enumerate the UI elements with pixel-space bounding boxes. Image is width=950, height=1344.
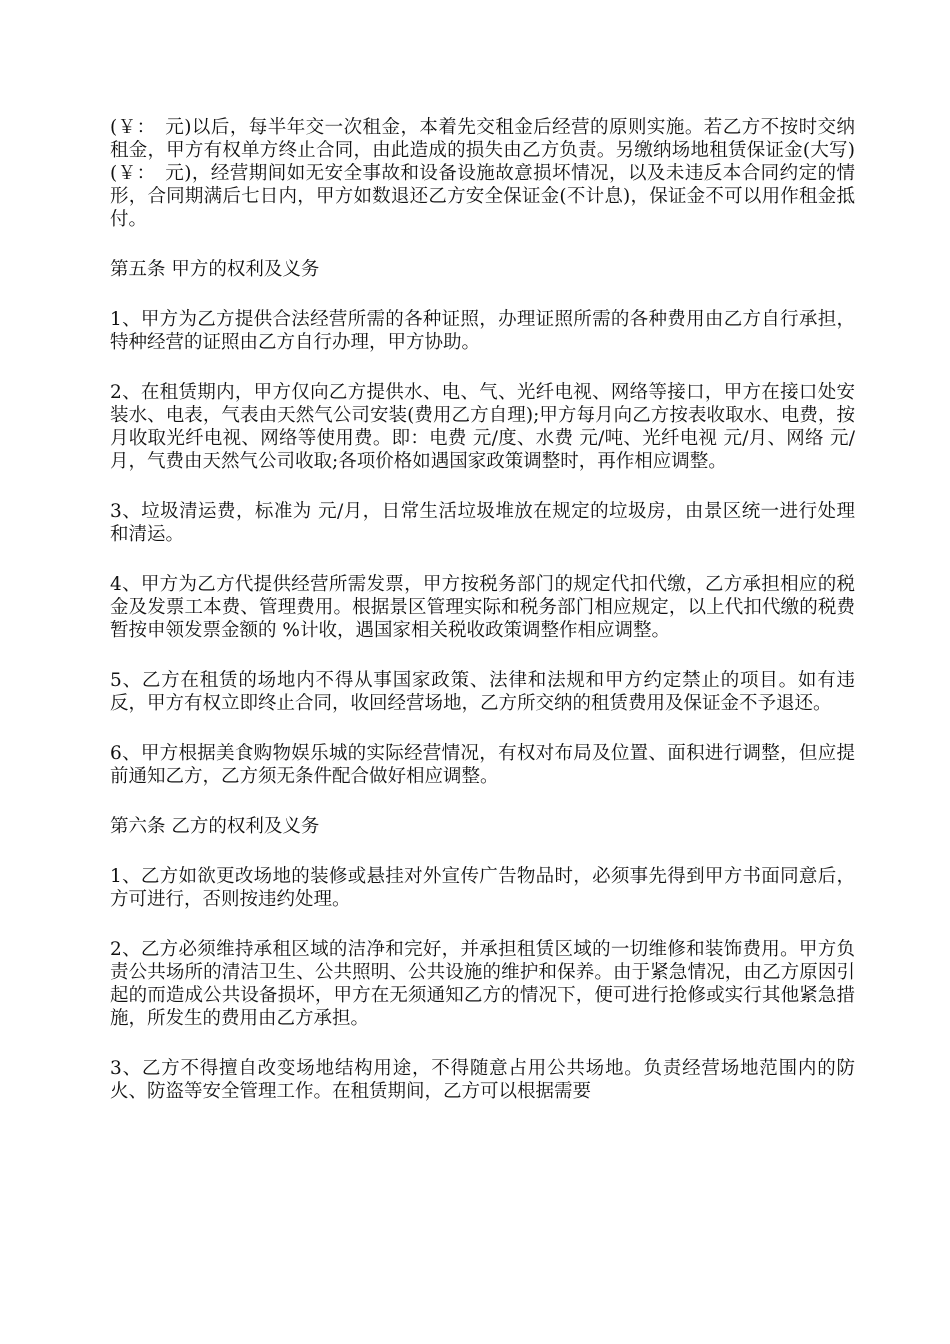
paragraph-rent-deposit: (￥： 元)以后，每半年交一次租金，本着先交租金后经营的原则实施。若乙方不按时交纳租金，甲方有权单方终止合同，由此造成的损失由乙方负责。另缴纳场地租赁保证金(大写)(￥： 元)，经营期间如无安全事故和设备设施故意损坏情况，以及未违反本合同约定的情形，合同期满后七日内，甲方如数退还乙方安全保证金(不计息)，保证金不可以用作租金抵付。	[110, 117, 855, 230]
paragraph-6-2: 2、乙方必须维持承租区域的洁净和完好，并承担租赁区域的一切维修和装饰费用。甲方负责公共场所的清洁卫生、公共照明、公共设施的维护和保养。由于紧急情况，由乙方原因引起的而造成公共设备损坏，甲方在无须通知乙方的情况下，便可进行抢修或实行其他紧急措施，所发生的费用由乙方承担。	[110, 939, 855, 1029]
paragraph-5-6: 6、甲方根据美食购物娱乐城的实际经营情况，有权对布局及位置、面积进行调整，但应提前通知乙方，乙方须无条件配合做好相应调整。	[110, 743, 855, 787]
section-heading-article-5: 第五条 甲方的权利及义务	[110, 259, 320, 280]
paragraph-5-4: 4、甲方为乙方代提供经营所需发票，甲方按税务部门的规定代扣代缴，乙方承担相应的税金及发票工本费、管理费用。根据景区管理实际和税务部门相应规定，以上代扣代缴的税费暂按申领发票金额的 %计收，遇国家相关税收政策调整作相应调整。	[110, 574, 855, 641]
paragraph-5-3: 3、垃圾清运费，标准为 元/月，日常生活垃圾堆放在规定的垃圾房，由景区统一进行处理和清运。	[110, 501, 855, 545]
section-heading-article-6: 第六条 乙方的权利及义务	[110, 816, 320, 837]
paragraph-5-1: 1、甲方为乙方提供合法经营所需的各种证照，办理证照所需的各种费用由乙方自行承担，特种经营的证照由乙方自行办理，甲方协助。	[110, 309, 855, 353]
paragraph-6-1: 1、乙方如欲更改场地的装修或悬挂对外宣传广告物品时，必须事先得到甲方书面同意后，方可进行，否则按违约处理。	[110, 866, 855, 910]
paragraph-6-3: 3、乙方不得擅自改变场地结构用途，不得随意占用公共场地。负责经营场地范围内的防火、防盗等安全管理工作。在租赁期间，乙方可以根据需要	[110, 1058, 855, 1102]
document-page	[110, 116, 855, 1130]
paragraph-5-2: 2、在租赁期内，甲方仅向乙方提供水、电、气、光纤电视、网络等接口，甲方在接口处安装水、电表，气表由天然气公司安装(费用乙方自理);甲方每月向乙方按表收取水、电费，按月收取光纤电视、网络等使用费。即：电费 元/度、水费 元/吨、光纤电视 元/月、网络 元/月，气费由天然气公司收取;各项价格如遇国家政策调整时，再作相应调整。	[110, 382, 855, 472]
paragraph-5-5: 5、乙方在租赁的场地内不得从事国家政策、法律和法规和甲方约定禁止的项目。如有违反，甲方有权立即终止合同，收回经营场地，乙方所交纳的租赁费用及保证金不予退还。	[110, 670, 855, 714]
